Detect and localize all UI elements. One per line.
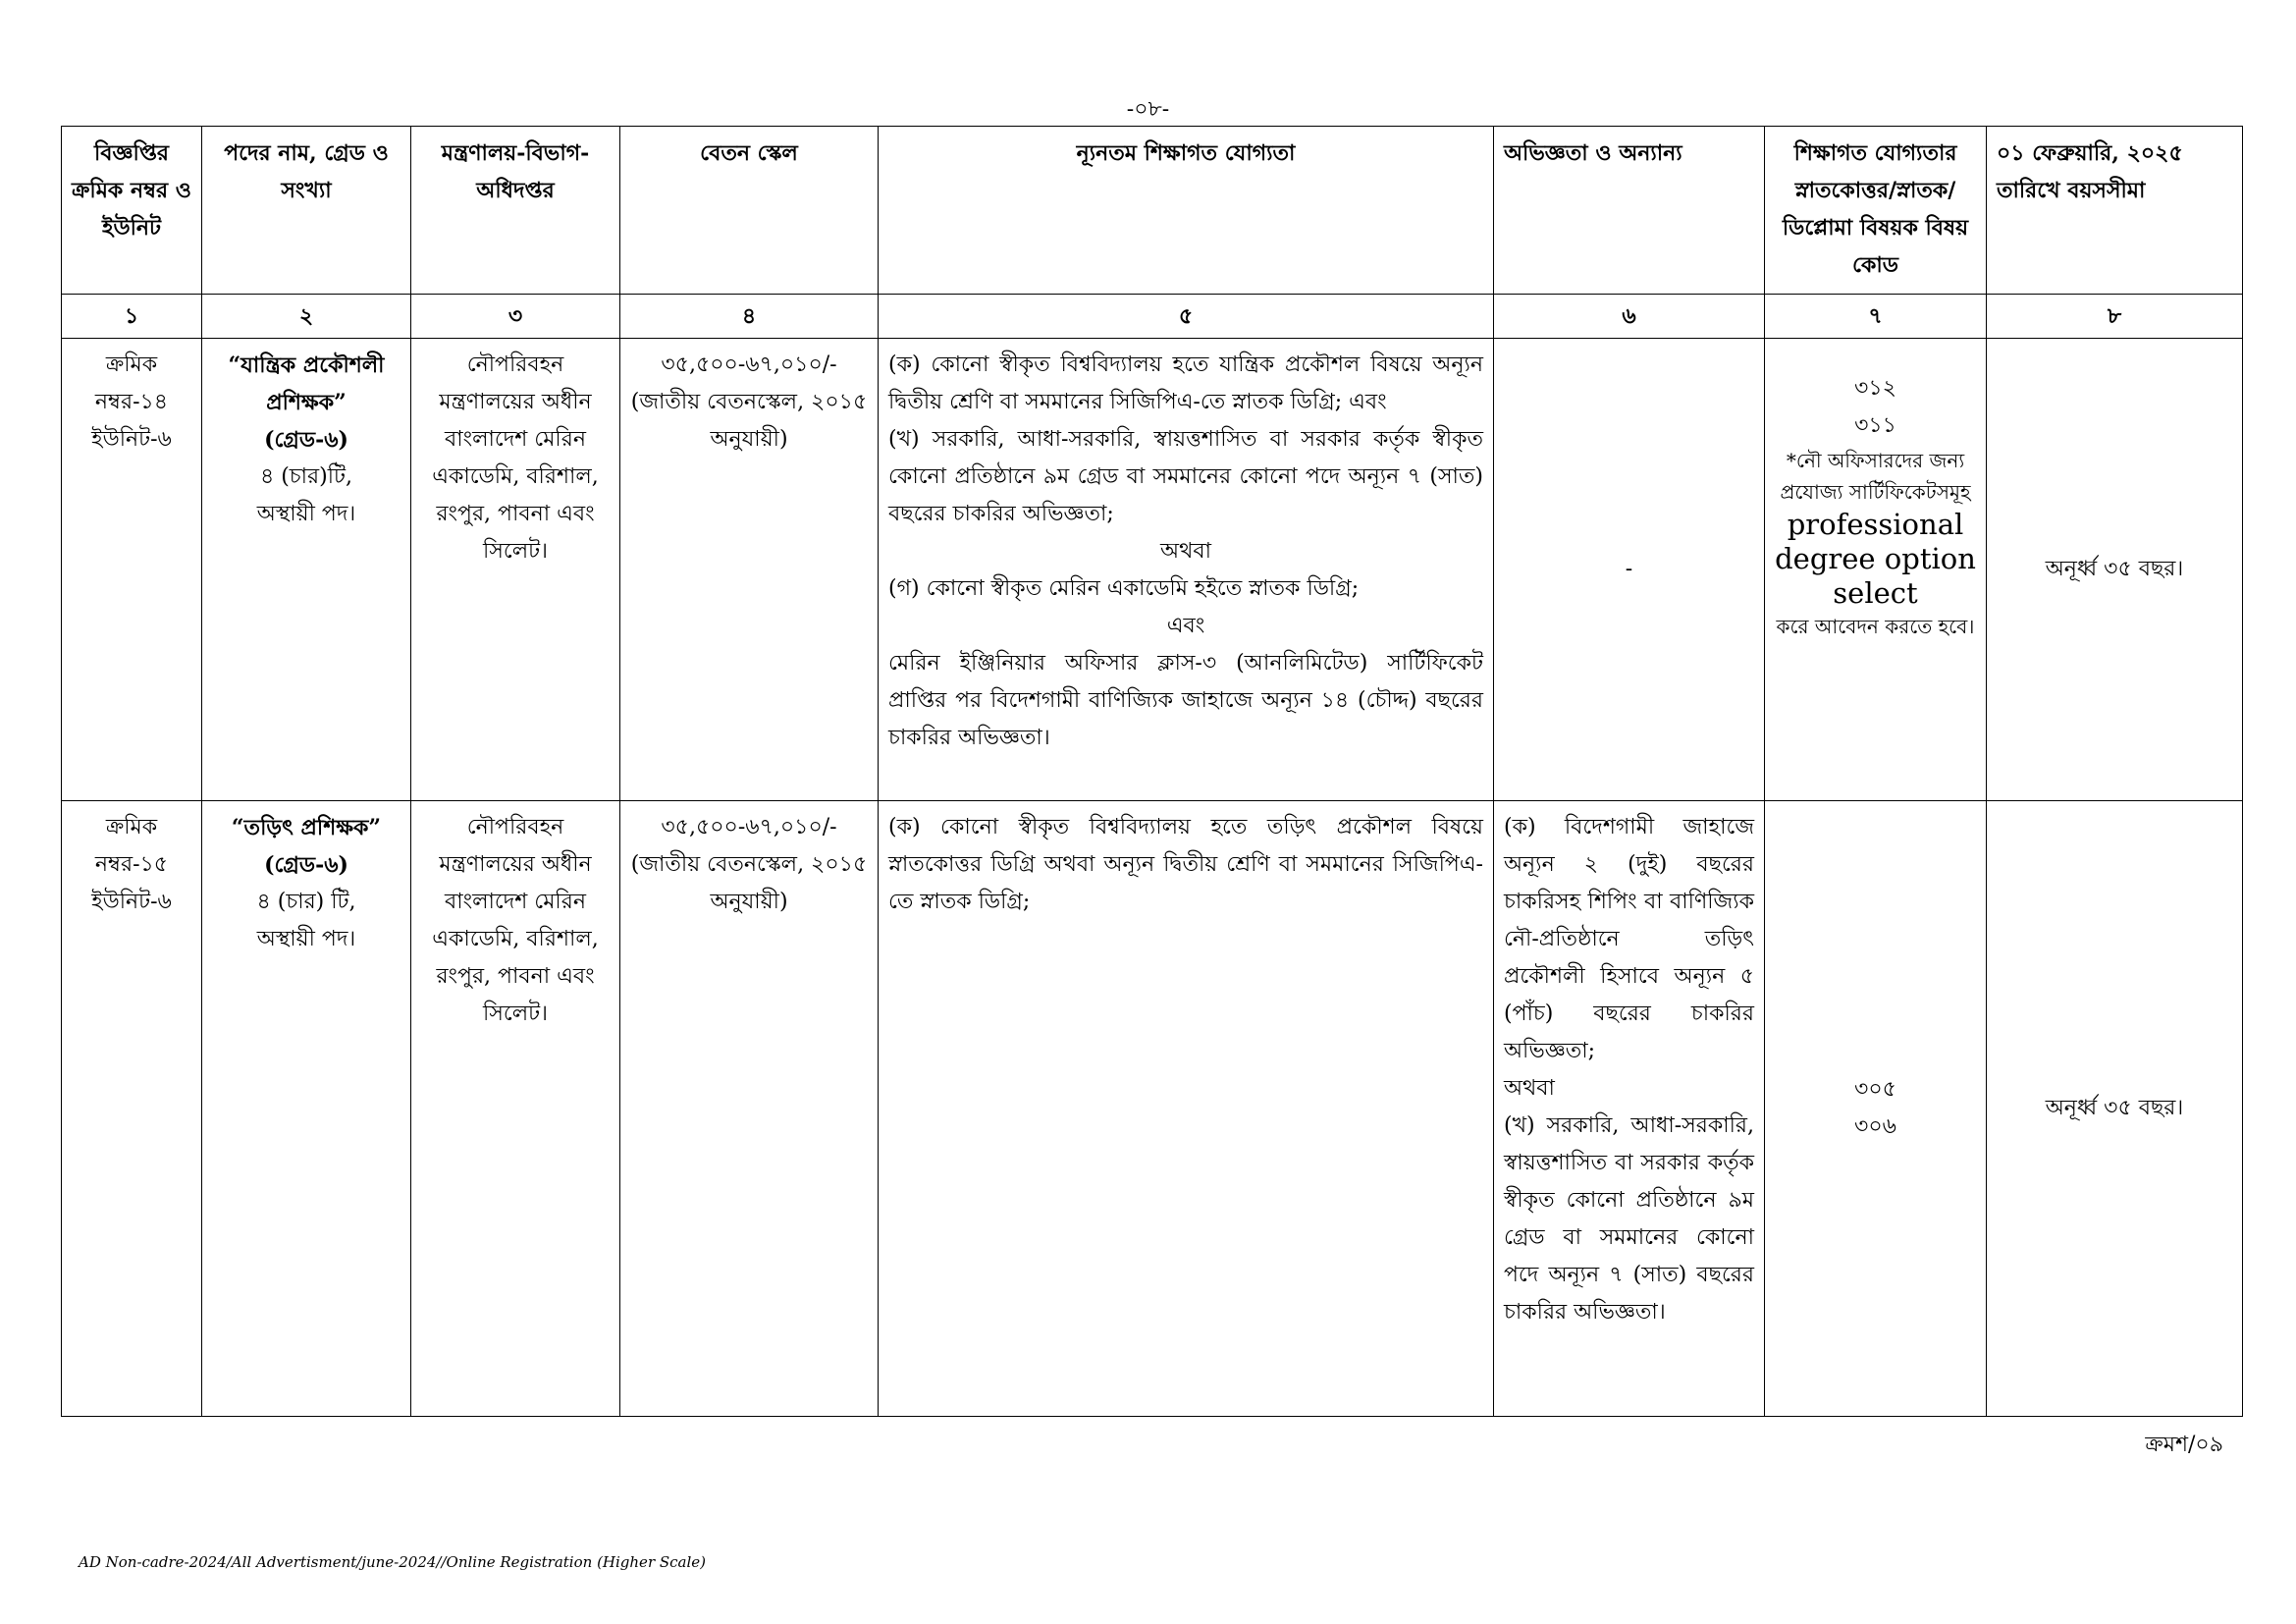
header-pay-scale: বেতন স্কেল: [620, 127, 879, 295]
qualification-cell: [879, 801, 1494, 1417]
post-cell: [202, 801, 411, 1417]
column-number: ৬: [1494, 295, 1765, 339]
qualification-ka: (ক) কোনো স্বীকৃত বিশ্ববিদ্যালয় হতে যান্ত্রিক প্রকৌশল বিষয়ে অন্যূন দ্বিতীয় শ্রেণি বা সমমানের সিজিপিএ-তে স্নাতক ডিগ্রি; এবং: [888, 352, 1483, 414]
header-post: পদের নাম, গ্রেড ও সংখ্যা: [202, 127, 411, 295]
serial-unit: ইউনিট-৬: [91, 427, 172, 452]
pay-scale-note: (জাতীয় বেতনস্কেল, ২০১৫ অনুযায়ী): [630, 852, 868, 914]
serial-number: নম্বর-১৪: [94, 390, 169, 414]
post-count: ৪ (চার)টি,: [259, 464, 353, 489]
qualification-extra: মেরিন ইঞ্জিনিয়ার অফিসার ক্লাস-৩ (আনলিমিটেড) সার্টিফিকেট প্রাপ্তির পর বিদেশগামী বাণিজ্যিক জাহাজে অন্যূন ১৪ (চৌদ্দ) বছরের চাকরির অভিজ্ঞতা।: [888, 651, 1483, 750]
pay-scale: ৩৫,৫০০-৬৭,০১০/-: [661, 352, 837, 377]
header-serial: বিজ্ঞপ্তির ক্রমিক নম্বর ও ইউনিট: [62, 127, 202, 295]
post-grade: (গ্রেড-৬): [264, 427, 348, 453]
age-limit-cell: অনূর্ধ্ব ৩৫ বছর।: [1987, 801, 2243, 1417]
continued-marker: ক্রমশ/০৯: [2145, 1433, 2223, 1457]
qualification-ka: (ক) কোনো স্বীকৃত বিশ্ববিদ্যালয় হতে তড়িৎ প্রকৌশল বিষয়ে স্নাতকোত্তর ডিগ্রি অথবা অন্যূন দ্বিতীয় শ্রেণি বা সমমানের সিজিপিএ-তে স্নাতক ডিগ্রি;: [888, 815, 1483, 914]
subject-code-cell: [1765, 339, 1987, 801]
serial-number: নম্বর-১৫: [94, 852, 169, 877]
table-row: [62, 801, 2243, 1417]
column-number: ২: [202, 295, 411, 339]
serial-cell: [62, 339, 202, 801]
pay-scale: ৩৫,৫০০-৬৭,০১০/-: [661, 815, 837, 839]
page-number: -০৮-: [1126, 97, 1170, 122]
ministry-cell: নৌপরিবহন মন্ত্রণালয়ের অধীন বাংলাদেশ মেরিন একাডেমি, বরিশাল, রংপুর, পাবনা এবং সিলেট।: [411, 801, 620, 1417]
subject-code: ৩১১: [1854, 413, 1896, 438]
header-row: [62, 127, 2243, 295]
experience-cell: [1494, 801, 1765, 1417]
subject-code-cell: [1765, 801, 1987, 1417]
column-number: ৫: [879, 295, 1494, 339]
post-cell: [202, 339, 411, 801]
serial-label: ক্রমিক: [105, 815, 158, 839]
serial-cell: [62, 801, 202, 1417]
header-experience: অভিজ্ঞতা ও অন্যান্য: [1494, 127, 1765, 295]
column-number-row: [62, 295, 2243, 339]
post-type: অস্থায়ী পদ।: [256, 927, 356, 951]
code-note-latin: professional degree option select: [1775, 508, 1976, 610]
header-subject-code: শিক্ষাগত যোগ্যতার স্নাতকোত্তর/স্নাতক/ ডিপ্লোমা বিষয়ক বিষয় কোড: [1765, 127, 1987, 295]
pay-scale-cell: [620, 801, 879, 1417]
header-qualification: ন্যূনতম শিক্ষাগত যোগ্যতা: [879, 127, 1494, 295]
code-note: *নৌ অফিসারদের জন্য প্রযোজ্য সার্টিফিকেটসমূহ: [1780, 449, 1971, 504]
experience-ka: (ক) বিদেশগামী জাহাজে অন্যূন ২ (দুই) বছরের চাকরিসহ শিপিং বা বাণিজ্যিক নৌ-প্রতিষ্ঠানে তড়িৎ প্রকৌশলী হিসাবে অন্যূন ৫ (পাঁচ) বছরের চাকরির অভিজ্ঞতা;: [1504, 815, 1754, 1063]
post-title: “যান্ত্রিক প্রকৌশলী প্রশিক্ষক”: [228, 352, 385, 415]
pay-scale-note: (জাতীয় বেতনস্কেল, ২০১৫ অনুযায়ী): [630, 390, 868, 452]
post-type: অস্থায়ী পদ।: [256, 502, 356, 526]
column-number: ৮: [1987, 295, 2243, 339]
footer-path: AD Non-cadre-2024/All Advertisment/june-2024//Online Registration (Higher Scale): [79, 1553, 707, 1571]
pay-scale-cell: [620, 339, 879, 801]
subject-code: ৩১২: [1854, 376, 1896, 401]
post-grade: (গ্রেড-৬): [264, 852, 348, 878]
code-note-end: করে আবেদন করতে হবে।: [1776, 615, 1975, 638]
subject-code: ৩০৫: [1854, 1077, 1896, 1102]
experience-cell: -: [1494, 339, 1765, 801]
header-age-limit: ০১ ফেব্রুয়ারি, ২০২৫ তারিখে বয়সসীমা: [1987, 127, 2243, 295]
qualification-ga: (গ) কোনো স্বীকৃত মেরিন একাডেমি হইতে স্নাতক ডিগ্রি;: [888, 576, 1360, 601]
post-count: ৪ (চার) টি,: [256, 890, 356, 914]
qualification-or: অথবা: [1160, 539, 1211, 564]
experience-or: অথবা: [1504, 1076, 1555, 1101]
column-number: ১: [62, 295, 202, 339]
column-number: ৩: [411, 295, 620, 339]
header-ministry: মন্ত্রণালয়-বিভাগ-অধিদপ্তর: [411, 127, 620, 295]
qualification-cell: [879, 339, 1494, 801]
age-limit-cell: অনূর্ধ্ব ৩৫ বছর।: [1987, 339, 2243, 801]
ministry-cell: নৌপরিবহন মন্ত্রণালয়ের অধীন বাংলাদেশ মেরিন একাডেমি, বরিশাল, রংপুর, পাবনা এবং সিলেট।: [411, 339, 620, 801]
serial-label: ক্রমিক: [105, 352, 158, 377]
subject-code: ৩০৬: [1854, 1114, 1896, 1139]
job-table: [61, 126, 2243, 1417]
table-row: [62, 339, 2243, 801]
serial-unit: ইউনিট-৬: [91, 890, 172, 914]
qualification-kha: (খ) সরকারি, আধা-সরকারি, স্বায়ত্তশাসিত বা সরকার কর্তৃক স্বীকৃত কোনো প্রতিষ্ঠানে ৯ম গ্রেড বা সমমানের কোনো পদে অন্যূন ৭ (সাত) বছরের চাকরির অভিজ্ঞতা;: [888, 427, 1483, 526]
qualification-and: এবং: [1166, 614, 1205, 638]
column-number: ৪: [620, 295, 879, 339]
post-title: “তড়িৎ প্রশিক্ষক”: [231, 815, 382, 840]
experience-kha: (খ) সরকারি, আধা-সরকারি, স্বায়ত্তশাসিত বা সরকার কর্তৃক স্বীকৃত কোনো প্রতিষ্ঠানে ৯ম গ্রেড বা সমমানের কোনো পদে অন্যূন ৭ (সাত) বছরের চাকরির অভিজ্ঞতা।: [1504, 1113, 1754, 1325]
column-number: ৭: [1765, 295, 1987, 339]
